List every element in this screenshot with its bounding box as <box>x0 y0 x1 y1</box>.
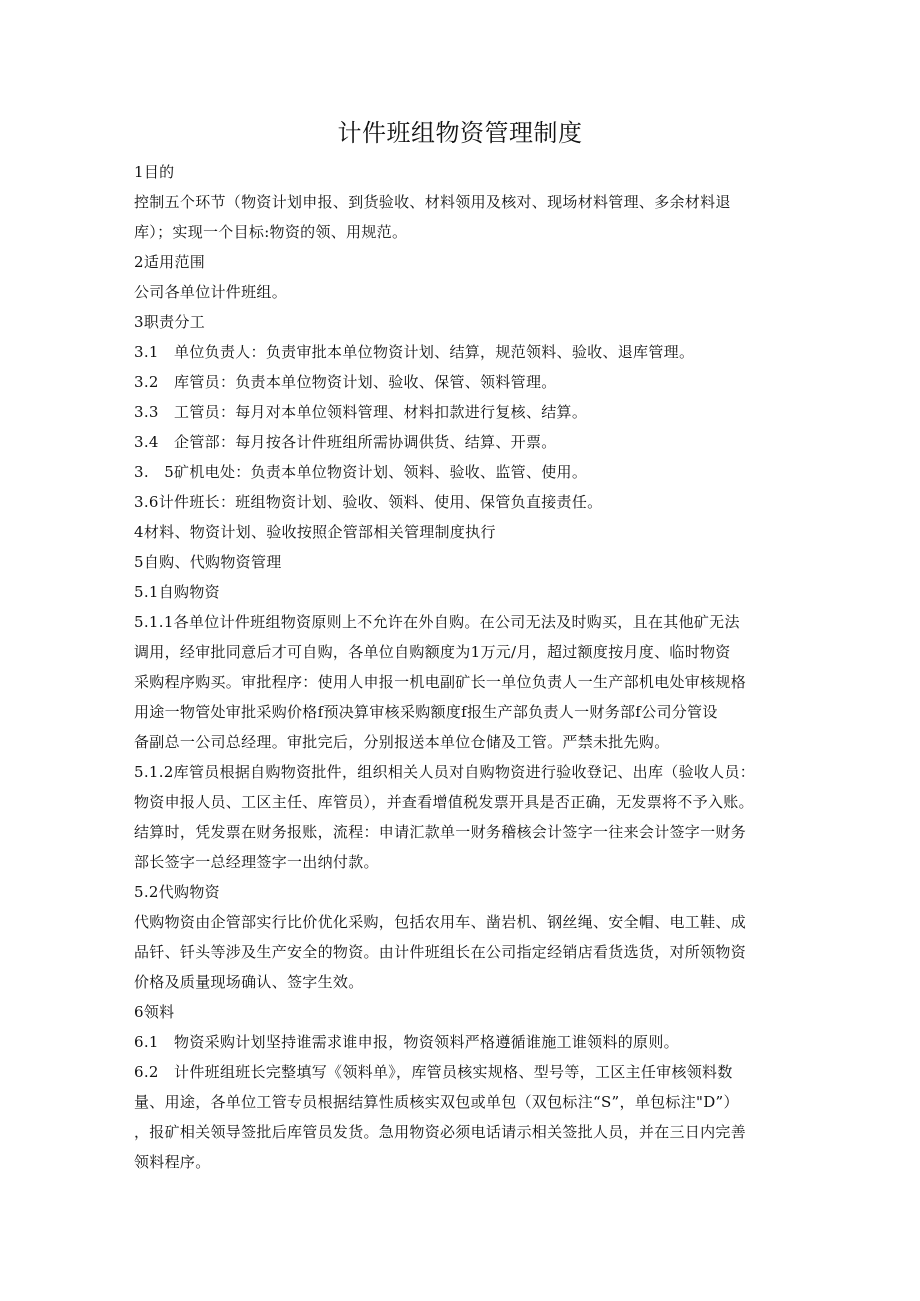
paragraph-line: 3.1 单位负责人：负责审批本单位物资计划、结算，规范领料、验收、退库管理。 <box>134 343 695 361</box>
paragraph-line: 6.1 物资采购计划坚持谁需求谁申报，物资领料严格遵循谁施工谁领料的原则。 <box>134 1033 679 1051</box>
paragraph-line: 3.4 企管部：每月按各计件班组所需协调供货、结算、开票。 <box>134 433 557 451</box>
section-heading: 3职责分工 <box>134 313 206 331</box>
paragraph-line: ，报矿相关领导签批后库管员发货。急用物资必须电话请示相关签批人员，并在三日内完善 <box>134 1123 747 1141</box>
paragraph-line: 结算时，凭发票在财务报账，流程：申请汇款单一财务稽核会计签字一往来会计签字一财务 <box>134 823 747 841</box>
paragraph-line: 品钎、钎头等涉及生产安全的物资。由计件班组长在公司指定经销店看货选货，对所领物资 <box>134 943 747 961</box>
section-heading: 5自购、代购物资管理 <box>134 553 282 571</box>
subsection-heading: 5.2代购物资 <box>134 883 220 901</box>
paragraph-line: 物资申报人员、工区主任、库管员），并查看增值税发票开具是否正确，无发票将不予入账。 <box>134 793 754 811</box>
paragraph-line: 采购程序购买。审批程序：使用人申报一机电副矿长一单位负责人一生产部机电处审核规格 <box>134 673 747 691</box>
paragraph-line: 5.1.1各单位计件班组物资原则上不允许在外自购。在公司无法及时购买，且在其他矿无法 <box>134 613 740 631</box>
section-heading: 1目的 <box>134 163 175 181</box>
paragraph-line: 备副总一公司总经理。审批完后，分别报送本单位仓储及工管。严禁未批先购。 <box>134 733 670 751</box>
paragraph-line: 3.2 库管员：负责本单位物资计划、验收、保管、领料管理。 <box>134 373 557 391</box>
paragraph-line: 代购物资由企管部实行比价优化采购，包括农用车、凿岩机、钢丝绳、安全帽、电工鞋、成 <box>134 913 747 931</box>
section-heading: 6领料 <box>134 1003 175 1021</box>
subsection-heading: 5.1自购物资 <box>134 583 220 601</box>
paragraph-line: 5.1.2库管员根据自购物资批件，组织相关人员对自购物资进行验收登记、出库（验收人员： <box>134 763 756 781</box>
paragraph-line: 价格及质量现场确认、签字生效。 <box>134 973 364 991</box>
paragraph-line: 控制五个环节（物资计划申报、到货验收、材料领用及核对、现场材料管理、多余材料退 <box>134 193 731 211</box>
paragraph-line: 调用，经审批同意后才可自购，各单位自购额度为1万元/月，超过额度按月度、临时物资 <box>134 643 731 661</box>
paragraph-line: 库）；实现一个目标:物资的领、用规范。 <box>134 223 408 241</box>
paragraph-line: 6.2 计件班组班长完整填写《领料单》，库管员核实规格、型号等，工区主任审核领料数 <box>134 1063 733 1081</box>
paragraph-line: 领料程序。 <box>134 1153 211 1171</box>
document-body <box>134 157 814 1177</box>
paragraph-line: 部长签字一总经理签字一出纳付款。 <box>134 853 379 871</box>
paragraph-line: 用途一物管处审批采购价格f预决算审核采购额度f报生产部负责人一财务部f公司分管设 <box>134 703 718 721</box>
section-heading: 4材料、物资计划、验收按照企管部相关管理制度执行 <box>134 523 496 541</box>
paragraph-line: 3.6计件班长：班组物资计划、验收、领料、使用、保管负直接责任。 <box>134 493 603 511</box>
paragraph-line: 公司各单位计件班组。 <box>134 283 288 301</box>
paragraph-line: 3.3 工管员：每月对本单位领料管理、材料扣款进行复核、结算。 <box>134 403 588 421</box>
paragraph-line: 量、用途，各单位工管专员根据结算性质核实双包或单包（双包标注“S”，单包标注"D”） <box>134 1093 739 1111</box>
section-heading: 2适用范围 <box>134 253 206 271</box>
paragraph-line: 3. 5矿机电处：负责本单位物资计划、领料、验收、监管、使用。 <box>134 463 588 481</box>
document-title: 计件班组物资管理制度 <box>337 119 583 147</box>
